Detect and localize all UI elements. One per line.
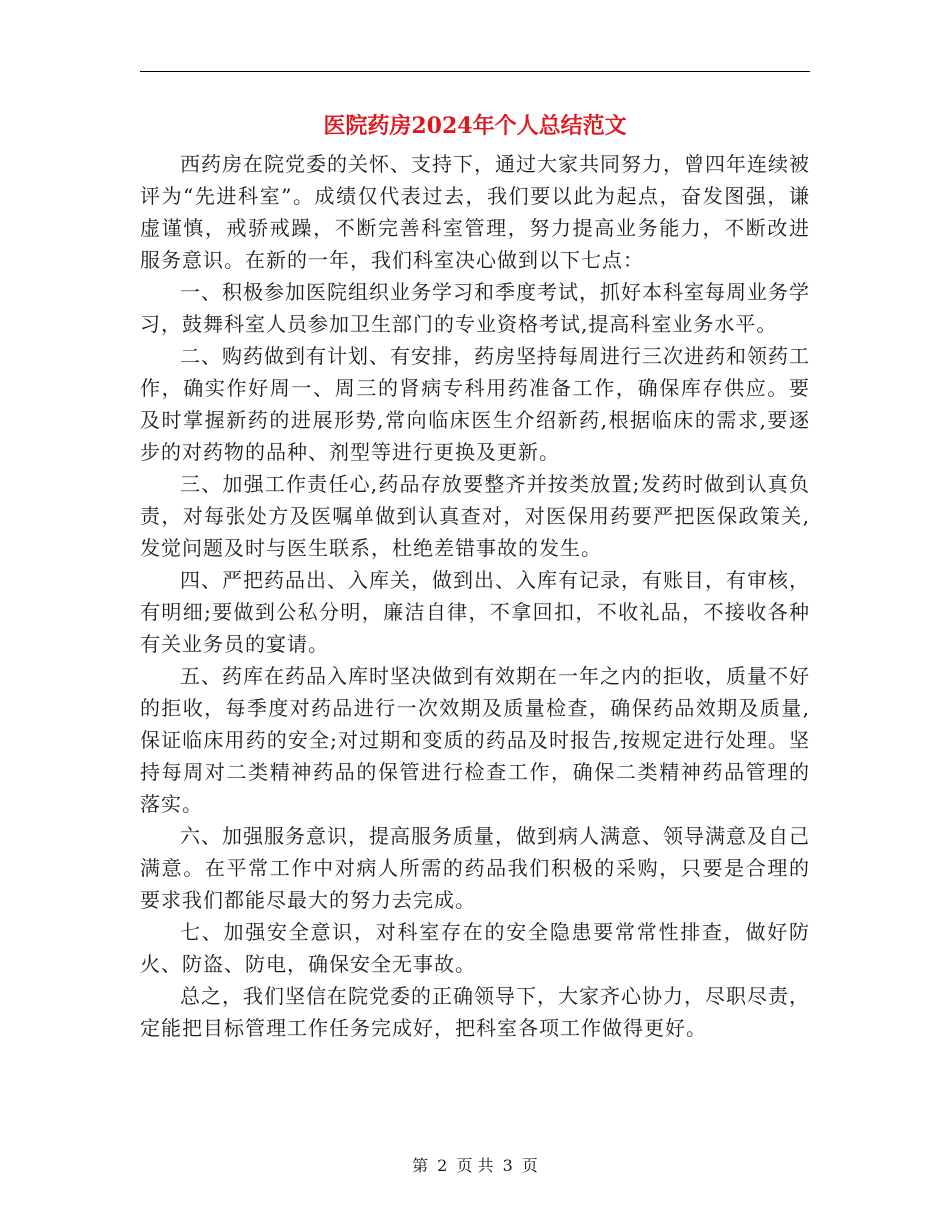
footer-suffix: 页 xyxy=(521,1156,538,1175)
paragraph-point-1: 一、积极参加医院组织业务学习和季度考试，抓好本科室每周业务学习，鼓舞科室人员参加卫生部门的专业资格考试,提高科室业务水平。 xyxy=(140,280,810,336)
document-title: 医院药房2024年个人总结范文 xyxy=(323,113,627,139)
footer-total-pages: 3 xyxy=(502,1156,513,1175)
paragraph-point-7: 七、加强安全意识，对科室存在的安全隐患要常常性排查，做好防火、防盗、防电，确保安全无事故。 xyxy=(140,920,810,976)
document-body xyxy=(140,148,810,1044)
page-footer xyxy=(140,1154,810,1178)
paragraph-point-2: 二、购药做到有计划、有安排，药房坚持每周进行三次进药和领药工作，确实作好周一、周三的肾病专科用药准备工作，确保库存供应。要及时掌握新药的进展形势,常向临床医生介绍新药,根据临床的需求,要逐步的对药物的品种、剂型等进行更换及更新。 xyxy=(140,344,810,464)
footer-middle: 页 共 xyxy=(456,1156,494,1175)
paragraph-point-5: 五、药库在药品入库时坚决做到有效期在一年之内的拒收，质量不好的拒收，每季度对药品进行一次效期及质量检查，确保药品效期及质量,保证临床用药的安全;对过期和变质的药品及时报告,按规定进行处理。坚持每周对二类精神药品的保管进行检查工作，确保二类精神药品管理的落实。 xyxy=(140,664,810,816)
paragraph-point-4: 四、严把药品出、入库关，做到出、入库有记录，有账目，有审核，有明细;要做到公私分明，廉洁自律，不拿回扣，不收礼品，不接收各种有关业务员的宴请。 xyxy=(140,568,810,656)
paragraph-conclusion: 总之，我们坚信在院党委的正确领导下，大家齐心协力，尽职尽责，定能把目标管理工作任务完成好，把科室各项工作做得更好。 xyxy=(140,984,810,1040)
footer-page-number: 2 xyxy=(437,1156,448,1175)
paragraph-point-6: 六、加强服务意识，提高服务质量，做到病人满意、领导满意及自己满意。在平常工作中对病人所需的药品我们积极的采购，只要是合理的要求我们都能尽最大的努力去完成。 xyxy=(140,824,810,912)
header-rule xyxy=(140,71,810,72)
paragraph-point-3: 三、加强工作责任心,药品存放要整齐并按类放置;发药时做到认真负责，对每张处方及医嘱单做到认真查对，对医保用药要严把医保政策关,发觉问题及时与医生联系，杜绝差错事故的发生。 xyxy=(140,472,810,560)
paragraph-intro: 西药房在院党委的关怀、支持下，通过大家共同努力，曾四年连续被评为“先进科室”。成绩仅代表过去，我们要以此为起点，奋发图强，谦虚谨慎，戒骄戒躁，不断完善科室管理，努力提高业务能力，不断改进服务意识。在新的一年，我们科室决心做到以下七点： xyxy=(140,152,810,272)
footer-prefix: 第 xyxy=(412,1156,429,1175)
